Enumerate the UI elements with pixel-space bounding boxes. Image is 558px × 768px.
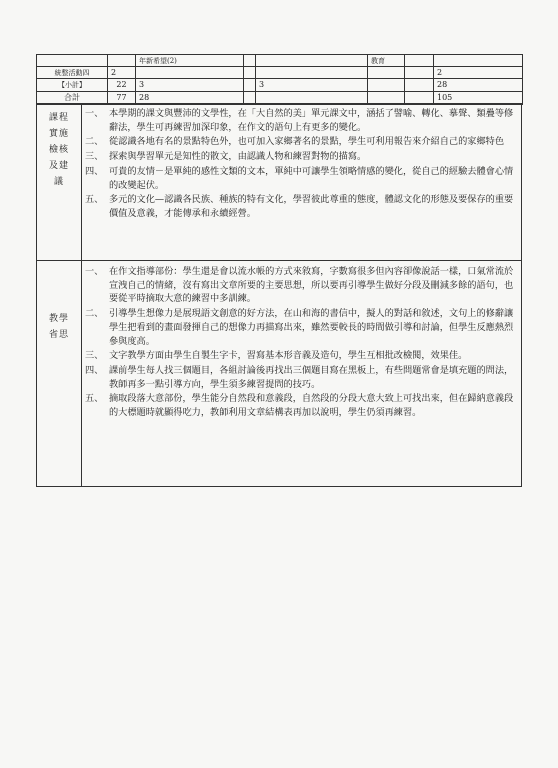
table-cell: 【小計】 [37,79,108,92]
item-number: 四、 [85,364,104,376]
list-item [85,349,515,363]
table-cell [37,55,108,67]
table-row [37,55,523,67]
table-cell [244,55,256,67]
item-text: 文字教學方面由學生自製生字卡，習寫基本形音義及造句，學生互相批改檢閱，效果佳。 [109,350,468,362]
table-cell: 教育 [368,55,405,67]
table-cell [405,55,434,67]
table-cell: 3 [256,79,368,92]
teaching-reflection-label [37,261,82,486]
hours-summary-table [36,54,523,105]
item-number: 三、 [85,350,104,362]
section-label-line: 省思 [48,330,69,340]
item-number: 一、 [85,266,104,277]
item-number: 三、 [85,151,104,163]
item-text: 在作文指導部份：學生還是會以流水帳的方式來敘寫，字數寫很多但內容卻像說話一樣，口氣常流於宣洩自己的情緒，沒有寫出文章所要的主要思想，所以要再引導學生做好分段及刪減多餘的語句，也要從平時摘取大意的練習中多訓練。 [109,266,514,305]
implementation-review-list [85,107,515,222]
list-item [85,165,515,192]
table-cell [244,67,256,79]
item-text: 探索與學習單元是知性的散文，由認識人物和練習對物的描寫。 [109,151,367,163]
list-item [85,392,515,419]
section-label-line: 課程 [48,113,69,123]
list-item [85,265,515,306]
item-number: 二、 [85,136,104,148]
table-cell: 統整活動四 [37,67,108,79]
item-number: 五、 [85,393,104,405]
list-item [85,150,515,164]
item-number: 一、 [85,108,104,119]
table-cell [244,79,256,92]
table-cell [405,79,434,92]
section-label-line: 檢核 [48,145,69,155]
table-cell: 合計 [37,92,108,105]
table-cell [108,55,136,67]
item-number: 二、 [85,308,104,320]
teaching-reflection-section [37,261,521,486]
item-text: 本學期的課文與豐沛的文學性，在「大自然的美」單元課文中，涵括了譬喻、轉化、摹聲、類疊等修辭法，學生可再練習加深印象，在作文的語句上有更多的變化。 [109,108,514,133]
course-review-table [36,103,522,487]
implementation-review-label [37,104,82,260]
list-item [85,135,515,149]
item-text: 可貴的友情－是單純的感性文類的文本，單純中可讓學生領略情感的變化，從自己的經驗去體會心情的改變起伏。 [109,165,514,191]
table-cell [434,55,523,67]
item-text: 從認識各地有名的景點特色外，也可加入家鄉著名的景點，學生可利用報告來介紹自己的家鄉特色 [109,136,505,148]
section-label-line: 及建 [48,161,69,171]
table-cell [368,67,405,79]
item-text: 引導學生想像力是展現語文創意的好方法，在山和海的書信中，擬人的對話和敘述，文句上的修辭讓學生把看到的畫面發揮自己的想像力再描寫出來，雖然要較長的時間做引導和討論，但學生反應熱烈參與度高。 [109,308,514,347]
table-cell [136,67,244,79]
table-cell: 2 [434,67,523,79]
table-cell: 28 [434,79,523,92]
list-item [85,193,515,220]
table-cell: 22 [108,79,136,92]
table-cell: 年新希望(2) [136,55,244,67]
section-label-line: 實施 [48,129,69,139]
item-text: 多元的文化—認識各民族、種族的特有文化，學習彼此尊重的態度，體認文化的形態及要保存的重要價值及意義，才能傳承和永續經營。 [109,194,514,219]
list-item [85,107,515,134]
table-cell [256,55,368,67]
implementation-review-section [37,104,521,261]
list-item [85,307,515,348]
table-row [37,79,523,92]
table-cell: 2 [108,67,136,79]
item-number: 五、 [85,194,104,206]
teaching-reflection-list [85,265,515,421]
table-cell [405,67,434,79]
section-label-line: 議 [53,177,64,187]
table-cell: 77 [108,92,136,105]
table-cell [256,67,368,79]
table-cell [368,79,405,92]
table-row [37,67,523,79]
item-text: 摘取段落大意部份，學生能分自然段和意義段，自然段的分段大意大致上可找出來，但在歸納意義段的大標題時就顯得吃力，教師利用文章結構表再加以說明，學生仍須再練習。 [109,393,514,419]
table-cell: 3 [136,79,244,92]
table-cell: 105 [434,92,523,105]
table-cell: 28 [136,92,244,105]
list-item [85,364,515,391]
section-label-line: 教學 [48,314,69,324]
item-number: 四、 [85,165,104,177]
item-text: 課前學生每人找三個題目，各組討論後再找出三個題目寫在黑板上，有些問題常會是填充題的問法，教師再多一點引導方向，學生須多練習提問的技巧。 [109,364,514,390]
